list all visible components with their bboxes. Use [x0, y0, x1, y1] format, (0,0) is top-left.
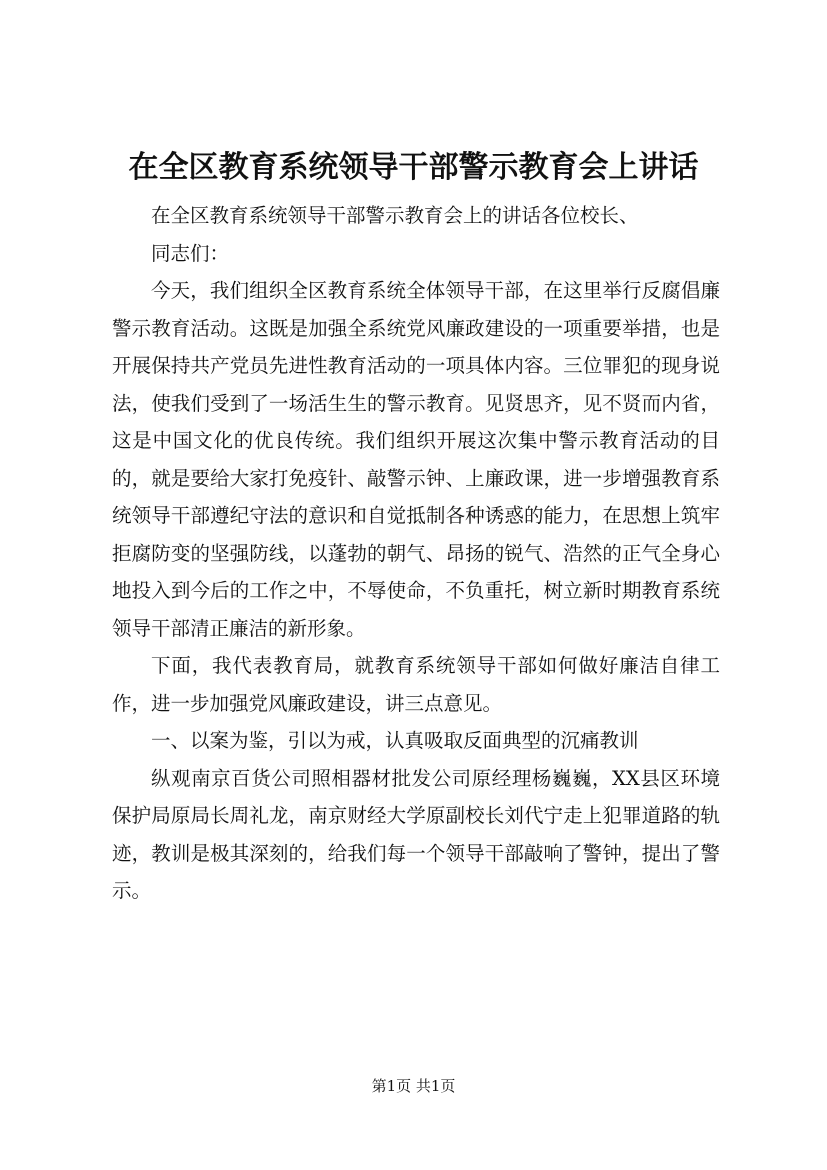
section-heading-one: 一、以案为鉴，引以为戒，认真吸取反面典型的沉痛教训: [151, 729, 639, 752]
paragraph-salutation: 同志们：: [151, 241, 230, 265]
paragraph-overview: 下面，我代表教育局，就教育系统领导干部如何做好廉洁自律工作，进一步加强党风廉政建设，讲三点意见。: [112, 654, 720, 715]
page-footer: 第1页 共1页: [371, 1077, 456, 1095]
document-body: [112, 197, 720, 910]
paragraph-introduction: 今天，我们组织全区教育系统全体领导干部，在这里举行反腐倡廉警示教育活动。这既是加强全系统党风廉政建设的一项重要举措，也是开展保持共产党员先进性教育活动的一项具体内容。三位罪犯的现身说法，使我们受到了一场活生生的警示教育。见贤思齐，见不贤而内省，这是中国文化的优良传统。我们组织开展这次集中警示教育活动的目的，就是要给大家打免疫针、敲警示钟、上廉政课，进一步增强教育系统领导干部遵纪守法的意识和自觉抵制各种诱惑的能力，在思想上筑牢拒腐防变的坚强防线，以蓬勃的朝气、昂扬的锐气、浩然的正气全身心地投入到今后的工作之中，不辱使命，不负重托，树立新时期教育系统领导干部清正廉洁的新形象。: [112, 279, 720, 640]
paragraph-opening: 在全区教育系统领导干部警示教育会上的讲话各位校长、: [151, 204, 639, 227]
document-title: 在全区教育系统领导干部警示教育会上讲话: [128, 150, 699, 185]
paragraph-cases: 纵观南京百货公司照相器材批发公司原经理杨巍巍，XX县区环境保护局原局长周礼龙，南京财经大学原副校长刘代宁走上犯罪道路的轨迹，教训是极其深刻的，给我们每一个领导干部敲响了警钟，提出了警示。: [112, 766, 720, 902]
